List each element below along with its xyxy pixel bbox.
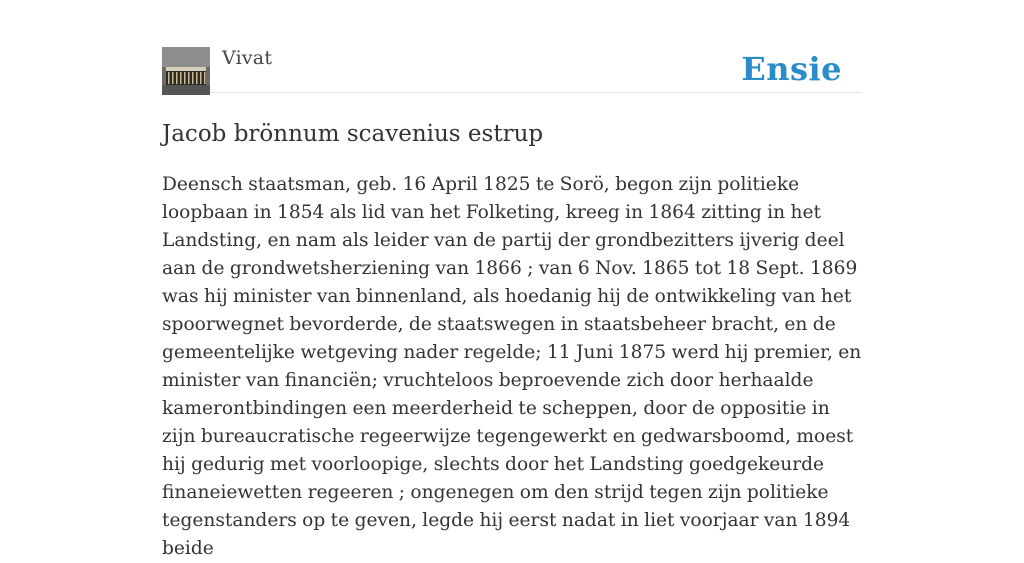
article-body: Deensch staatsman, geb. 16 April 1825 te Sorö, begon zijn politieke loopbaan in 1854 als lid van het Folketing, kreeg in 1864 zitting in het Landsting, en nam als leider van de partij der grondbezitters ijverig deel aan de grondwetsherziening van 1866 ; van 6 Nov. 1865 tot 18 Sept. 1869 was hij minister van binnenland, als hoedanig hij de ontwikkeling van het spoorwegnet bevorderde, de staatswegen in staatsbeheer bracht, en de gemeentelijke wetgeving nader regelde; 11 Juni 1875 werd hij premier, en minister van financiën; vruchteloos beproevende zich door herhaalde kamerontbindingen een meerderheid te scheppen, door de oppositie in zijn bureaucratische regeerwijze tegengewerkt en gedwarsboomd, moest hij gedurig met voorloopige, slechts door het Landsting goedgekeurde finaneiewetten regeeren ; ongenegen om den strijd tegen zijn politieke tegenstanders op te geven, legde hij eerst nadat in liet voorjaar van 1894 beide (162, 174, 862, 559)
author-avatar[interactable] (162, 47, 210, 95)
brand-logo[interactable]: Ensie (741, 50, 842, 88)
site-header (162, 46, 862, 93)
author-name[interactable]: Vivat (222, 47, 273, 69)
page-container (162, 46, 862, 563)
books-avatar-icon (162, 47, 210, 95)
article-title: Jacob brönnum scavenius estrup (162, 121, 544, 147)
